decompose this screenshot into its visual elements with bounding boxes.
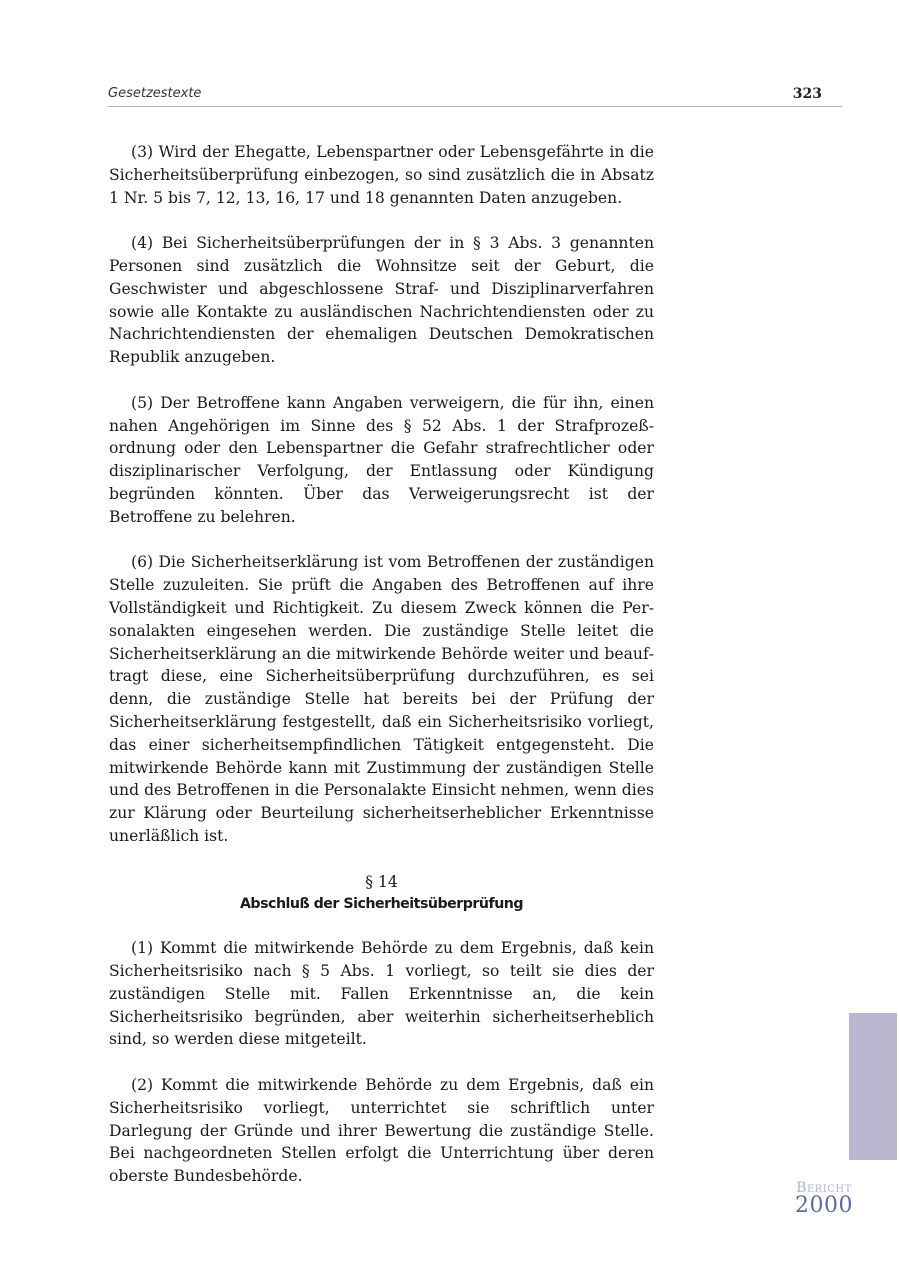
- logo-year: 2000: [795, 1193, 853, 1218]
- bericht-logo: [788, 1180, 860, 1216]
- header-divider: [108, 106, 842, 107]
- running-title: Gesetzestexte: [108, 86, 202, 101]
- page-number: 323: [792, 86, 822, 102]
- body-text: [109, 141, 654, 1211]
- section-paragraph-1: (1) Kommt die mitwirkende Behörde zu dem Ergebnis, daß kein Sicherheitsrisiko nach § 5 Abs. 1 vorliegt, so teilt sie dies der zuständigen Stelle mit. Fallen Erkenntnisse an, die kein Sicherheitsrisiko begründen, aber weiterhin sicherheitserheblich sind, so werden diese mitgeteilt.: [109, 939, 654, 1049]
- paragraph-3: (3) Wird der Ehegatte, Lebenspartner oder Lebensgefährte in die Sicherheitsüberprüfung einbezogen, so sind zusätzlich die in Absatz 1 Nr. 5 bis 7, 12, 13, 16, 17 und 18 genannten Daten anzugeben.: [109, 143, 654, 207]
- section-title: Abschluß der Sicherheitsüberprüfung: [239, 896, 524, 913]
- section-paragraph-2: (2) Kommt die mitwirkende Behörde zu dem Ergebnis, daß ein Sicherheitsrisiko vorliegt, unterrichtet sie schriftlich unter Darlegung der Gründe und ihrer Bewertung die zuständige Stelle. Bei nachgeordneten Stellen erfolgt die Unterrichtung über deren oberste Bundesbehörde.: [109, 1076, 654, 1186]
- paragraph-5: (5) Der Betroffene kann Angaben verweigern, die für ihn, einen nahen Angehörigen im Sinne des § 52 Abs. 1 der Strafprozeßordnung oder den Lebenspartner die Gefahr strafrechtlicher oder disziplinarischer Verfolgung, der Entlassung oder Kündigung begründen könnten. Über das Verweigerungsrecht ist der Betroffene zu belehren.: [109, 393, 654, 526]
- paragraph-6: (6) Die Sicherheitserklärung ist vom Betroffenen der zuständigen Stelle zuzuleiten. Sie prüft die Angaben des Betroffenen auf ihre Vollständigkeit und Richtigkeit. Zu diesem Zweck können die Personalakten eingesehen werden. Die zuständige Stelle leitet die Sicherheitserklärung an die mitwirkende Behörde weiter und beauftragt diese, eine Sicherheitsüberprüfung durchzuführen, es sei denn, die zuständige Stelle hat bereits bei der Prüfung der Sicherheitserklärung festgestellt, daß ein Sicherheitsrisiko vorliegt, das einer sicherheitsempfindlichen Tätigkeit entgegensteht. Die mitwirkende Behörde kann mit Zustimmung der zuständigen Stelle und des Betroffenen in die Personalakte Einsicht nehmen, wenn dies zur Klärung oder Beurteilung sicherheitserheblicher Erkenntnisse unerläßlich ist.: [109, 553, 654, 845]
- paragraph-4: (4) Bei Sicherheitsüberprüfungen der in § 3 Abs. 3 genannten Personen sind zusätzlich die Wohnsitze seit der Geburt, die Geschwister und abgeschlossene Straf- und Disziplinarverfahren sowie alle Kontakte zu ausländischen Nachrichtendiensten oder zu Nachrichtendiensten der ehemaligen Deutschen Demokratischen Republik anzugeben.: [109, 234, 654, 367]
- thumb-index-tab: [849, 1013, 897, 1160]
- page-header: [108, 86, 822, 106]
- logo-word: Bericht: [796, 1180, 852, 1196]
- section-heading: [109, 871, 654, 916]
- section-number: § 14: [365, 872, 398, 891]
